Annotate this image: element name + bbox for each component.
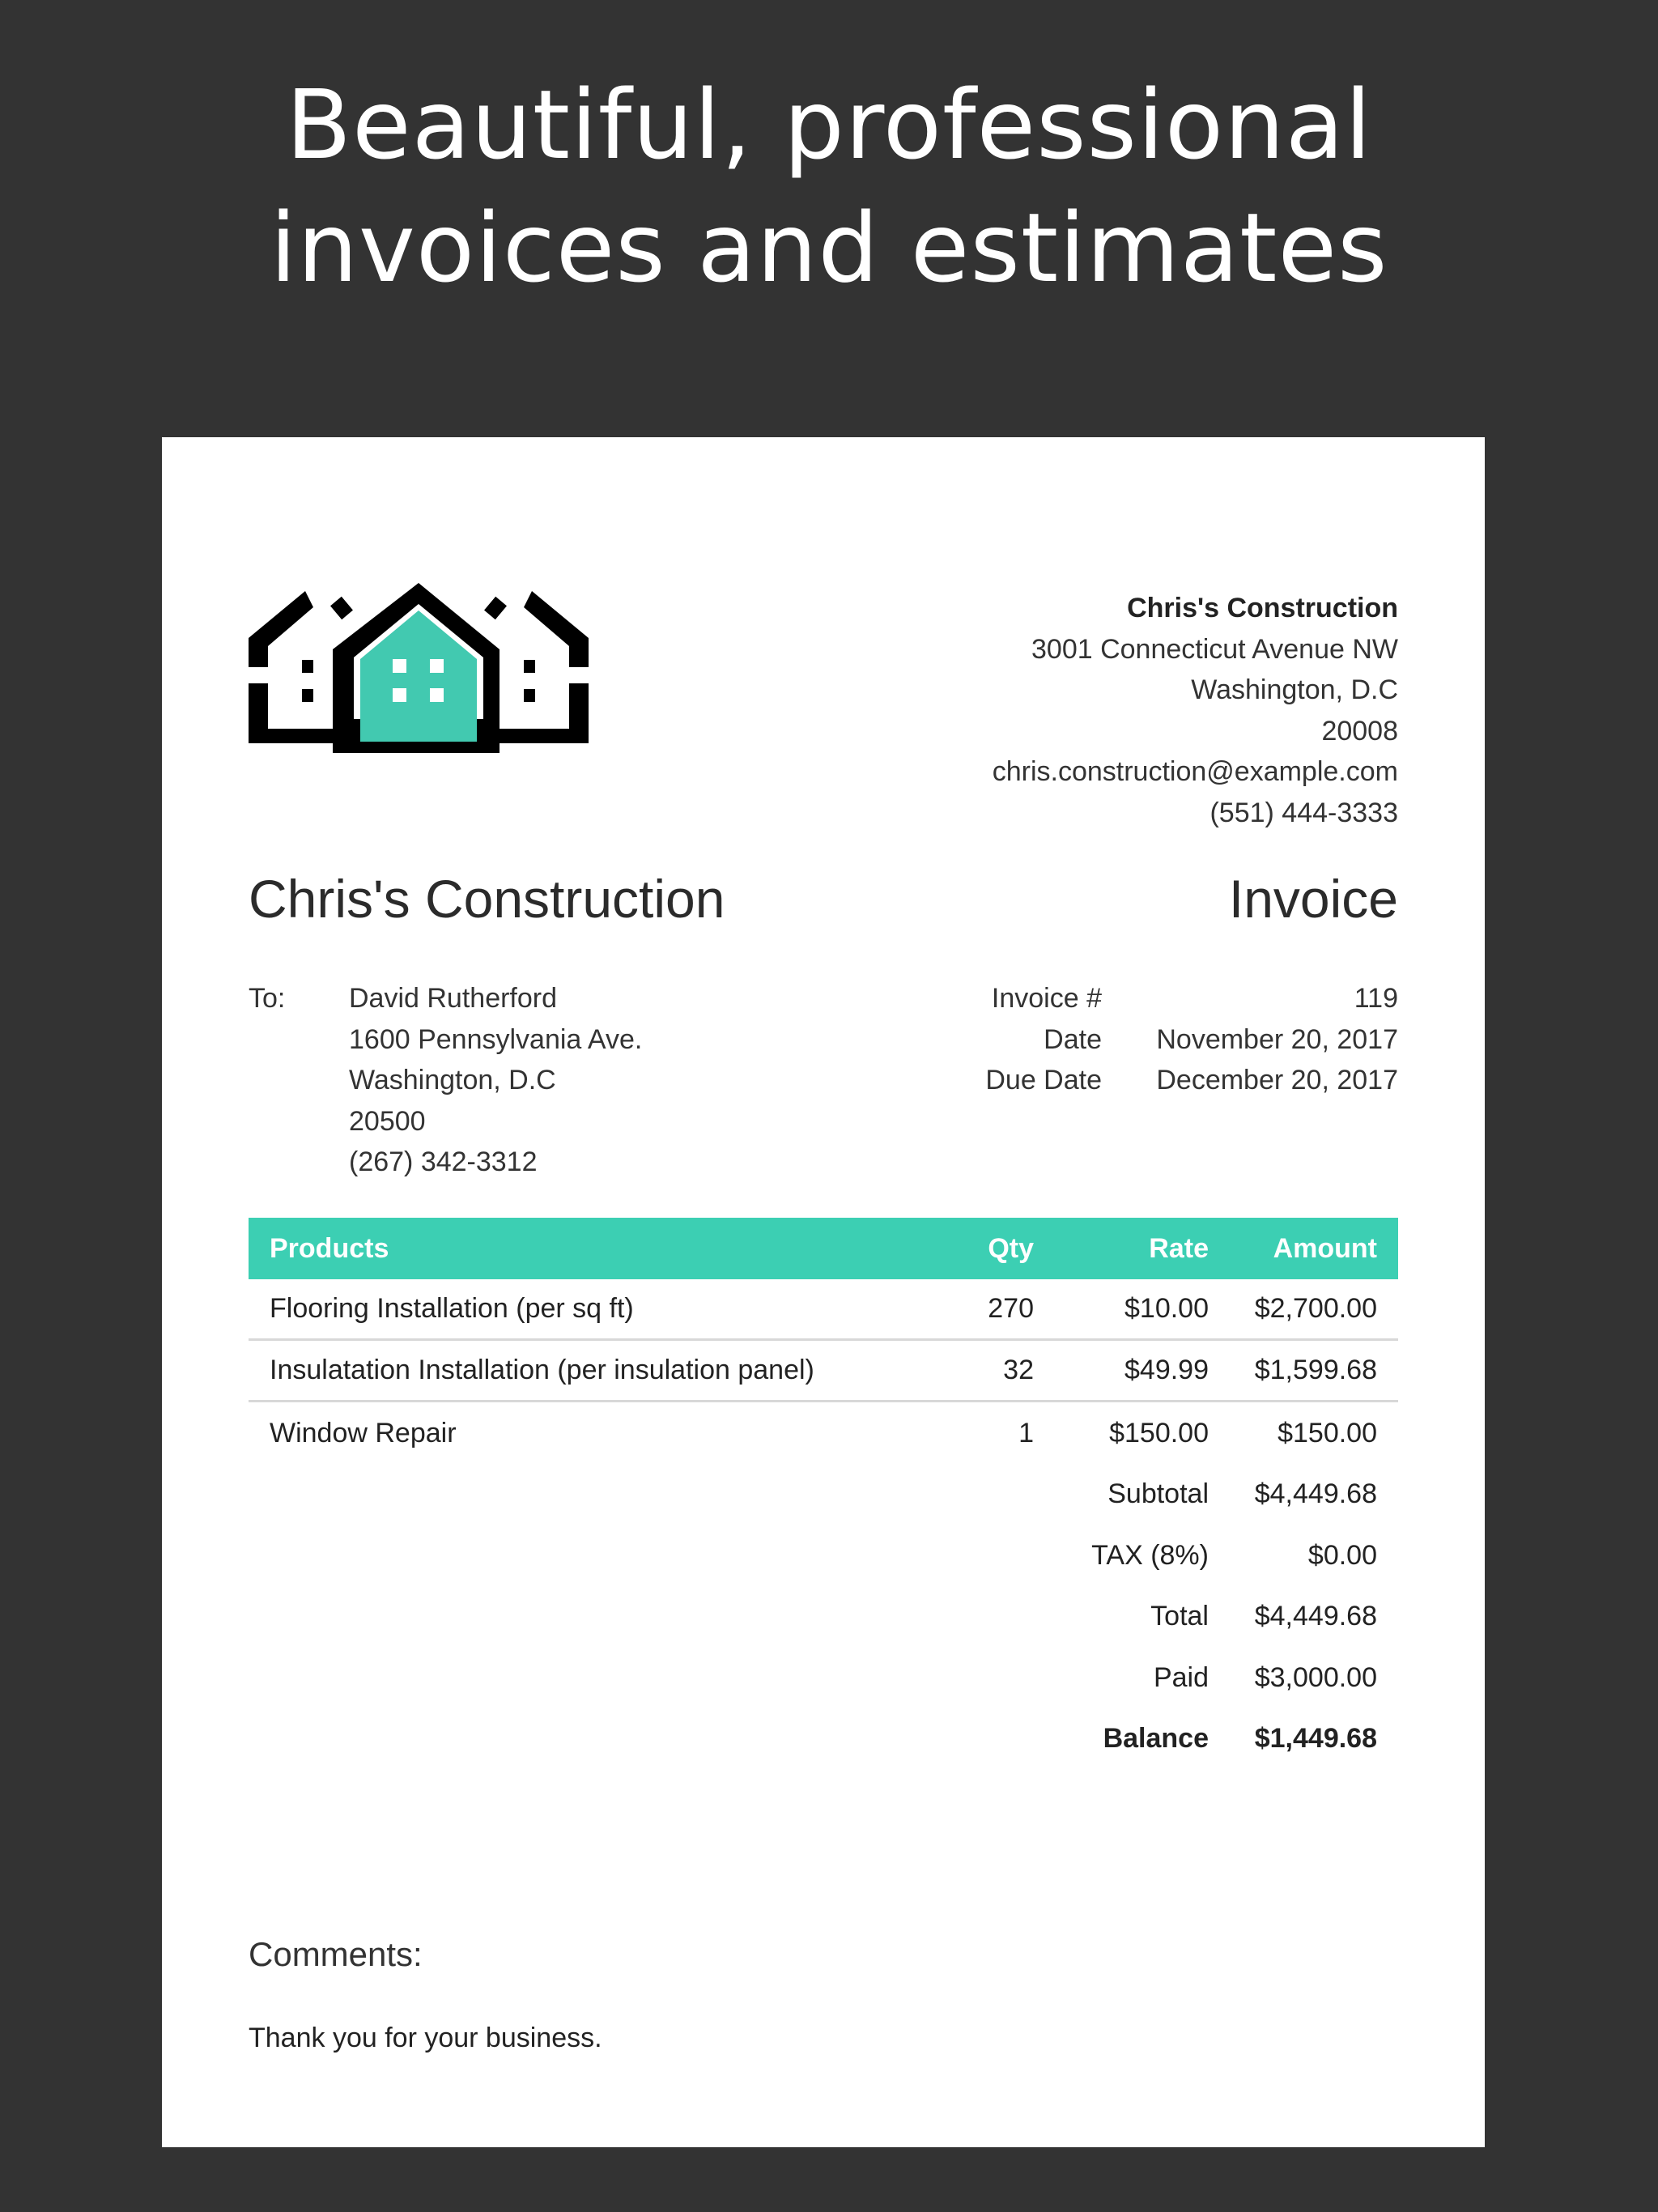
header-products: Products (270, 1232, 389, 1264)
totals-block (249, 1464, 1398, 1770)
client-name: David Rutherford (349, 983, 558, 1014)
invoice-sheet (162, 437, 1485, 2147)
comments-text: Thank you for your business. (249, 2023, 602, 2053)
client-city: Washington, D.C (349, 1065, 556, 1095)
invoice-meta (891, 978, 1398, 1101)
invoice-number-value: 119 (1354, 983, 1398, 1014)
table-row[interactable] (249, 1402, 1398, 1464)
company-city: Washington, D.C (1191, 674, 1398, 705)
header-qty: Qty (988, 1232, 1034, 1264)
row-rate: $49.99 (1124, 1355, 1209, 1385)
table-row[interactable] (249, 1341, 1398, 1402)
invoice-number-label: Invoice # (991, 983, 1102, 1014)
invoice-date-row (891, 1019, 1398, 1061)
total-label: Total (1150, 1601, 1209, 1632)
company-heading: Chris's Construction (249, 869, 725, 929)
row-product: Insulatation Installation (per insulation panel) (270, 1355, 814, 1385)
invoice-number-row (891, 978, 1398, 1019)
company-address: 3001 Connecticut Avenue NW (1031, 633, 1398, 665)
subtotal-label: Subtotal (1107, 1478, 1209, 1510)
row-qty: 270 (988, 1293, 1034, 1324)
paid-label: Paid (1153, 1661, 1209, 1693)
subtotal-row (249, 1464, 1398, 1525)
table-header (249, 1218, 1398, 1279)
client-zip: 20500 (349, 1105, 426, 1137)
document-type-heading: Invoice (1228, 869, 1398, 929)
due-date-value: December 20, 2017 (1156, 1065, 1398, 1095)
due-date-row (891, 1060, 1398, 1101)
bill-to-details (349, 978, 642, 1183)
comments-title: Comments: (249, 1935, 423, 1973)
tax-row (249, 1525, 1398, 1587)
row-rate: $150.00 (1109, 1417, 1209, 1448)
headline-line-2: invoices and estimates (270, 192, 1388, 304)
houses-logo-icon (249, 583, 589, 761)
company-zip: 20008 (1321, 715, 1398, 747)
invoice-content (249, 437, 1398, 2147)
row-product: Window Repair (270, 1417, 457, 1448)
header-amount: Amount (1273, 1232, 1377, 1264)
row-amount: $2,700.00 (1254, 1293, 1377, 1324)
company-name: Chris's Construction (1127, 593, 1398, 623)
tax-value: $0.00 (1307, 1539, 1377, 1571)
total-row (249, 1586, 1398, 1648)
line-items-table (249, 1218, 1398, 1770)
row-amount: $1,599.68 (1254, 1355, 1377, 1385)
row-qty: 32 (1003, 1355, 1034, 1385)
due-date-label: Due Date (985, 1065, 1102, 1095)
row-amount: $150.00 (1278, 1417, 1377, 1448)
row-qty: 1 (1018, 1417, 1034, 1448)
invoice-date-label: Date (1044, 1023, 1102, 1055)
bill-to-label: To: (249, 983, 286, 1014)
company-email[interactable]: chris.construction@example.com (992, 756, 1398, 787)
table-row[interactable] (249, 1279, 1398, 1341)
paid-value: $3,000.00 (1254, 1661, 1377, 1693)
row-product: Flooring Installation (per sq ft) (270, 1293, 634, 1324)
headline-line-1: Beautiful, professional (286, 69, 1372, 181)
paid-row (249, 1648, 1398, 1709)
subtotal-value: $4,449.68 (1254, 1478, 1377, 1510)
company-phone[interactable]: (551) 444-3333 (1209, 797, 1398, 828)
invoice-date-value: November 20, 2017 (1156, 1023, 1398, 1055)
row-rate: $10.00 (1124, 1293, 1209, 1324)
headline (0, 63, 1658, 309)
balance-value: $1,449.68 (1254, 1723, 1377, 1755)
tax-label: TAX (8%) (1091, 1539, 1209, 1571)
client-address: 1600 Pennsylvania Ave. (349, 1023, 643, 1055)
client-phone: (267) 342-3312 (349, 1146, 538, 1177)
company-info (993, 588, 1398, 833)
balance-row (249, 1708, 1398, 1770)
header-rate: Rate (1149, 1232, 1209, 1264)
total-value: $4,449.68 (1254, 1601, 1377, 1632)
balance-label: Balance (1103, 1723, 1209, 1755)
